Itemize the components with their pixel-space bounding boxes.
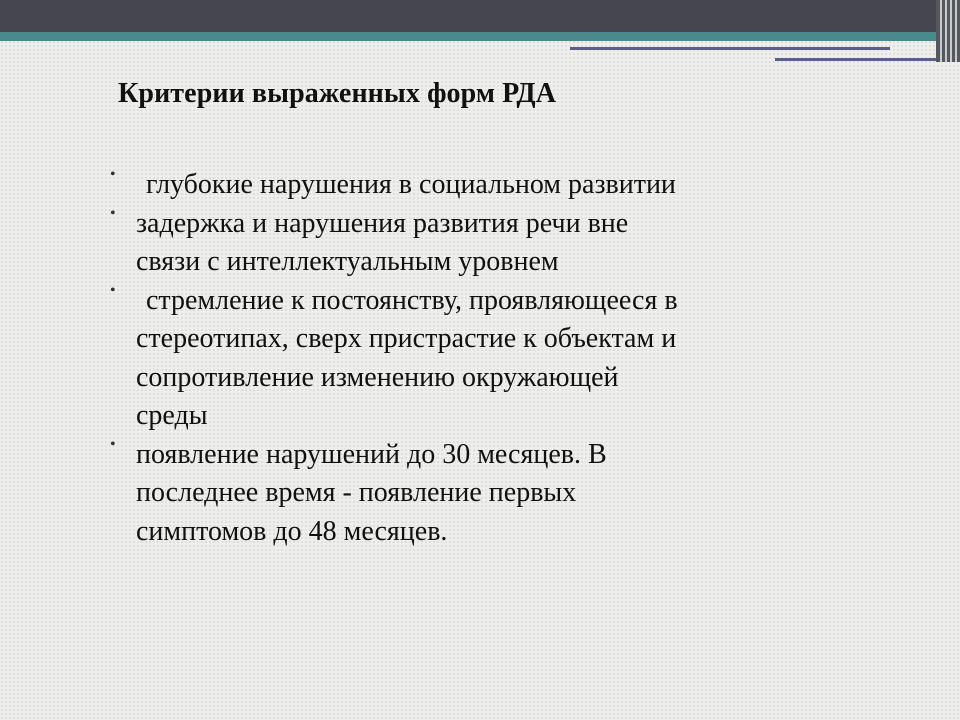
list-item <box>110 166 900 205</box>
bullet-text-line: связи с интеллектуальным уровнем <box>136 246 559 277</box>
bullet-text-line: задержка и нарушения развития речи вне <box>136 207 629 239</box>
teal-accent-bar <box>0 32 960 41</box>
bullet-text-line: последнее время - появление первых <box>136 477 577 508</box>
list-item <box>110 205 900 282</box>
bullet-point-icon: • <box>110 281 116 299</box>
bullet-text-line: среды <box>136 400 208 431</box>
bullet-point-icon: • <box>110 204 116 222</box>
bullet-text-line: стереотипах, сверх пристрастие к объектам и <box>136 323 677 354</box>
bullet-text-line: стремление к постоянству, проявляющееся в <box>146 284 678 316</box>
bullet-point-icon: • <box>110 166 116 183</box>
bullet-text: глубокие нарушения в социальном развитии <box>146 169 676 200</box>
bullet-text-line: появление нарушений до 30 месяцев. В <box>136 438 607 470</box>
corner-stripes-decor <box>936 0 960 62</box>
list-item <box>110 282 900 436</box>
top-decor-band <box>0 0 960 32</box>
bullet-text-line: симптомов до 48 месяцев. <box>136 515 448 547</box>
list-item <box>110 436 900 552</box>
bullet-text-line: сопротивление изменению окружающей <box>136 361 619 393</box>
accent-line-upper <box>570 47 890 50</box>
bullet-point-icon: • <box>110 435 116 453</box>
bullet-list <box>110 166 900 551</box>
slide-title: Критерии выраженных форм РДА <box>118 78 557 109</box>
accent-line-lower <box>775 58 943 61</box>
